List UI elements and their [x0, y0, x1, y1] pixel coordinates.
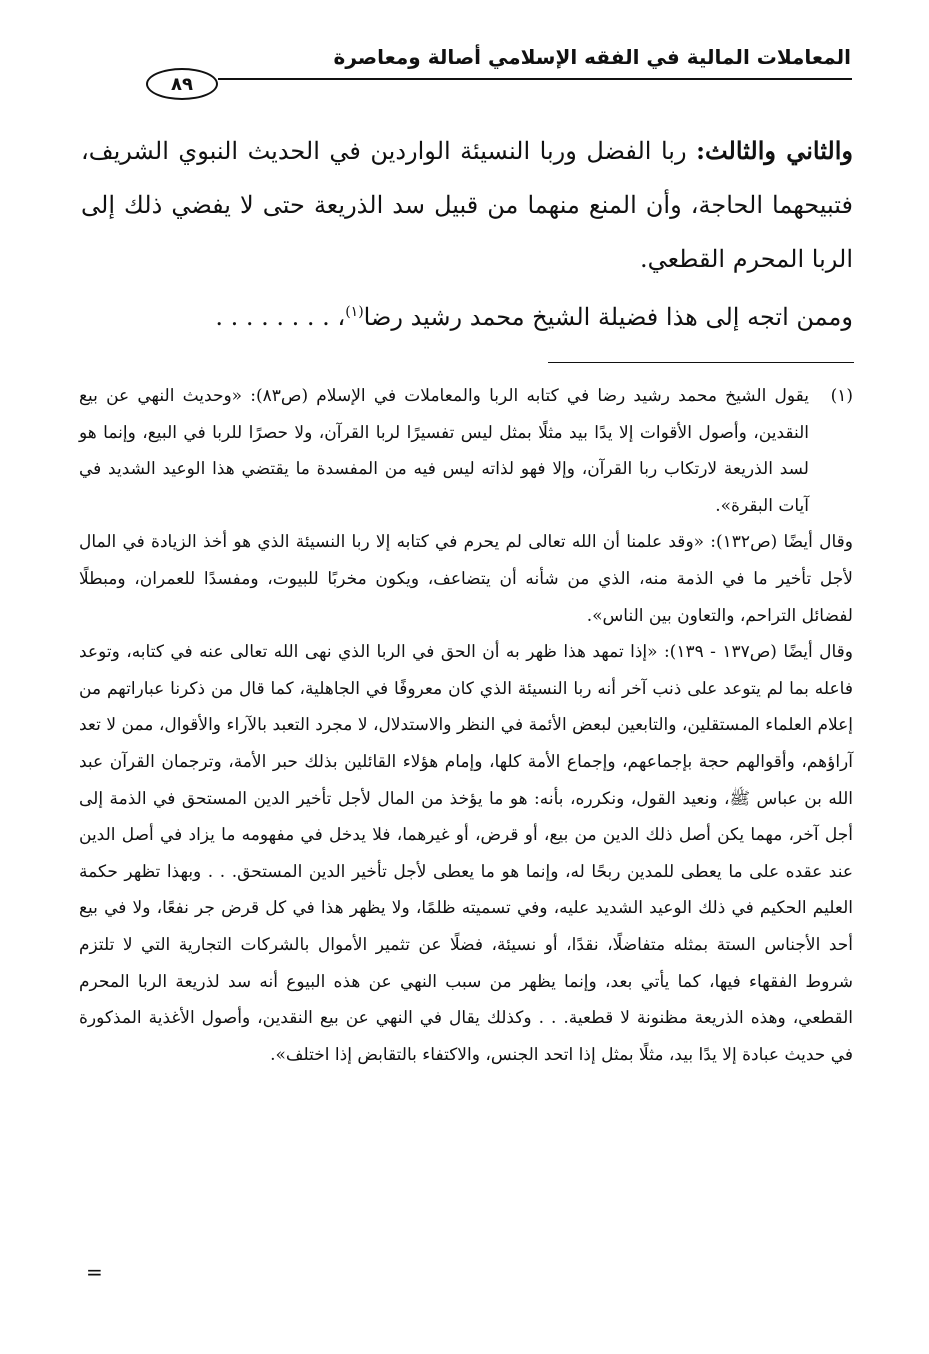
paragraph-1-body: ربا الفضل وربا النسيئة الواردين في الحديث النبوي الشريف، فتبيحهما الحاجة، وأن المنع منهما من قبيل سد الذريعة حتى لا يفضي ذلك إلى الربا المحرم القطعي.	[81, 137, 853, 273]
footnote-reference[interactable]: (١)	[345, 304, 364, 320]
header-rule	[218, 78, 852, 80]
footnote-marker: (١)	[830, 386, 853, 406]
continuation-mark: =	[86, 1260, 103, 1284]
footnotes	[79, 378, 853, 1073]
footnote-separator	[548, 362, 854, 363]
running-header-title: المعاملات المالية في الفقه الإسلامي أصالة ومعاصرة	[333, 45, 851, 69]
footnote-paragraph-1	[79, 378, 853, 524]
main-paragraph-1	[81, 124, 853, 286]
paragraph-lead: والثاني والثالث:	[696, 136, 854, 165]
main-paragraph-2	[81, 290, 853, 344]
main-text	[81, 124, 853, 344]
footnote-paragraph-3: وقال أيضًا (ص١٣٧ - ١٣٩): «إذا تمهد هذا ظهر به أن الحق في الربا الذي نهى الله تعالى عنه في كتابه، وتوعد فاعله بما لم يتوعد على ذنب آخر أنه ربا النسيئة الذي كان معروفًا في الجاهلية، كما قال من ذكرنا عباراتهم من إعلام العلماء المستقلين، والتابعين لبعض الأئمة في النظر والاستدلال، لا مجرد التعبد بالآراء والأقوال، ممن لا تعد آراؤهم، وأقوالهم حجة بإجماعهم، وإجماع الأمة كلها، وإمام هؤلاء القائلين بذلك حبر الأمة، وترجمان القرآن عبد الله بن عباس ﷺ، ونعيد القول، ونكرره، بأنه: هو ما يؤخذ من المال لأجل تأخير الدين المستحق في الذمة إلى أجل آخر، مهما يكن أصل ذلك الدين من بيع، أو قرض، أو غيرهما، فلا يدخل في مفهومه ما يزاد في أصل الدين عند عقده على ما يعطى للمدين ربحًا له، وإنما هو ما يعطى لأجل تأخير الدين المستحق. . . وبهذا تظهر حكمة العليم الحكيم في ذلك الوعيد الشديد عليه، وفي تسميته ظلمًا، ولا يظهر هذا في كل قرض جر نفعًا، ولا في بيع أحد الأجناس الستة بمثله متفاضلًا، نقدًا، أو نسيئة، فضلًا عن تثمير الأموال بالشركات التجارية التي لا تلتزم شروط الفقهاء فيها، كما يأتي بعد، وإنما يظهر من سبب النهي عن هذه البيوع أنه سد لذريعة الربا المحرم القطعي، وهذه الذريعة مظنونة لا قطعية. . . وكذلك يقال في النهي عن بيع النقدين، وأصول الأغذية المذكورة في حديث عبادة إلا يدًا بيد، مثلًا بمثل إذا اتحد الجنس، والاكتفاء بالتقابض إذا اختلف».	[79, 642, 853, 1065]
footnote-paragraph-2: وقال أيضًا (ص١٣٢): «وقد علمنا أن الله تعالى لم يحرم في كتابه إلا ربا النسيئة الذي هو أخذ الزيادة في المال لأجل تأخير ما في الذمة منه، الذي من شأنه أن يتضاعف، ويكون مخربًا للبيوت، ومفسدًا للعمران، ومبطلًا لفضائل التراحم، والتعاون بين الناس».	[79, 532, 853, 626]
footnote-text-1: يقول الشيخ محمد رشيد رضا في كتابه الربا والمعاملات في الإسلام (ص٨٣): «وحديث النهي عن بيع النقدين، وأصول الأقوات إلا يدًا بيد مثلًا بمثل ليس تفسيرًا لربا القرآن، ولا حصرًا للربا في البيع، وإنما هو لسد الذريعة لارتكاب ربا القرآن، وإلا فهو لذاته ليس فيه من المفسدة ما يقتضي هذا الوعيد الشديد في آيات البقرة».	[79, 386, 809, 516]
page-number: ٨٩	[146, 68, 218, 100]
paragraph-2-body: وممن اتجه إلى هذا فضيلة الشيخ محمد رشيد رضا	[363, 303, 853, 331]
ellipsis-dots: ، . . . . . . . .	[215, 303, 346, 331]
